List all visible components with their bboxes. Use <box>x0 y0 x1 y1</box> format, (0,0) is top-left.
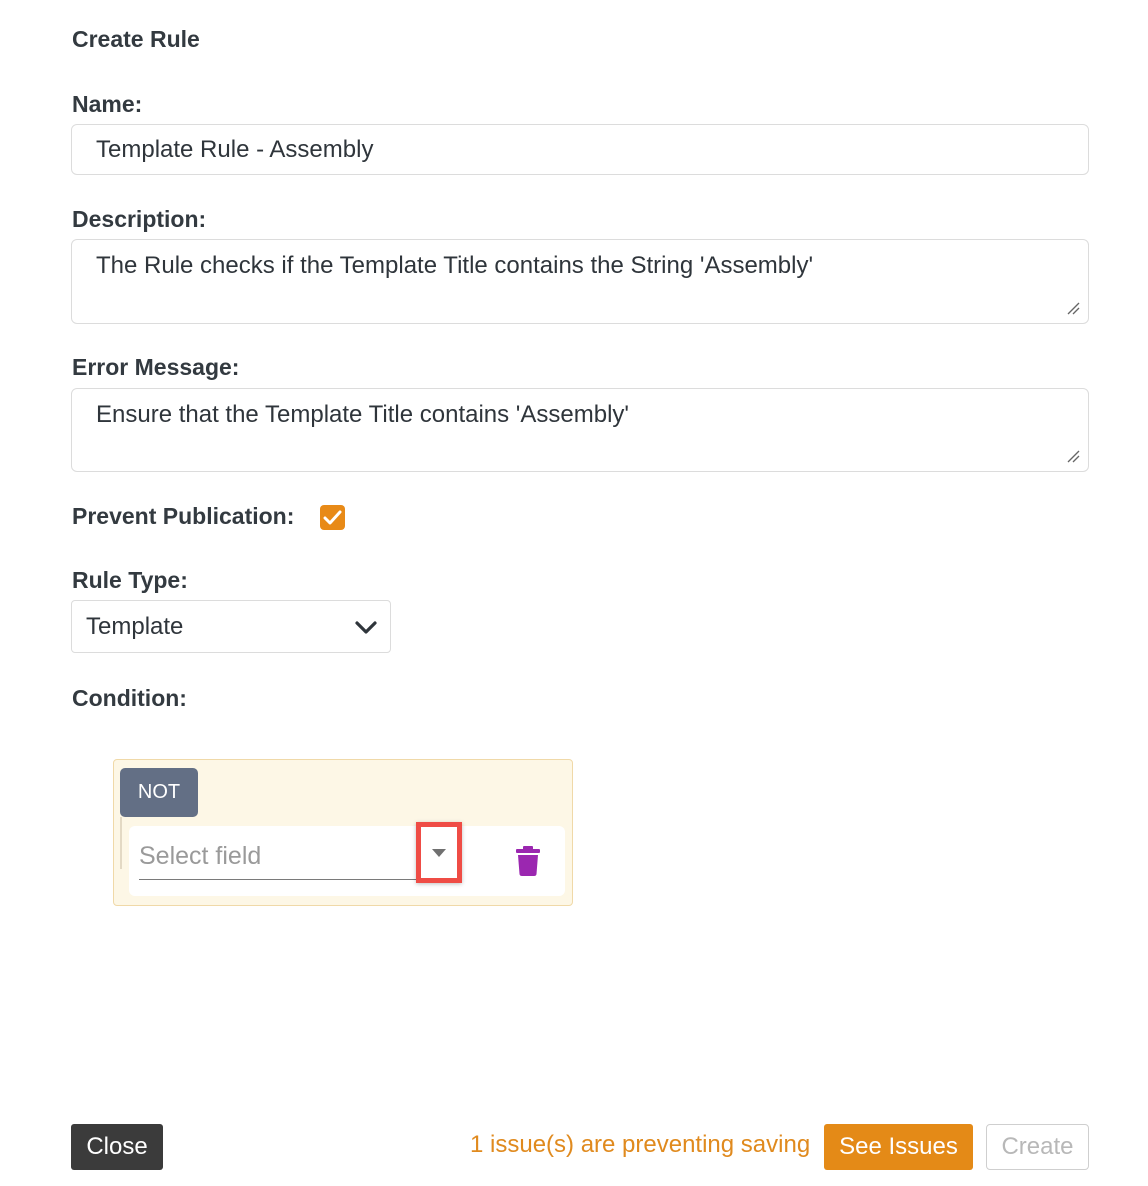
select-field-underline <box>139 879 461 880</box>
tree-connector <box>120 817 122 869</box>
error-message-textarea[interactable] <box>71 388 1089 472</box>
description-textarea[interactable] <box>71 239 1089 324</box>
not-toggle-button[interactable]: NOT <box>120 768 198 817</box>
prevent-publication-checkbox[interactable] <box>320 505 345 530</box>
error-message-text: Ensure that the Template Title contains 'Assembly' <box>96 401 629 428</box>
error-message-label: Error Message: <box>72 354 240 380</box>
see-issues-button[interactable]: See Issues <box>824 1124 973 1170</box>
select-field-input[interactable]: Select field <box>139 842 262 870</box>
issues-status-text: 1 issue(s) are preventing saving <box>470 1131 811 1158</box>
name-label: Name: <box>72 91 143 117</box>
description-label: Description: <box>72 206 207 232</box>
checkmark-icon <box>323 510 342 526</box>
create-button[interactable]: Create <box>986 1124 1089 1170</box>
trash-icon[interactable] <box>515 845 541 877</box>
rule-type-label: Rule Type: <box>72 567 188 593</box>
condition-label: Condition: <box>72 685 187 711</box>
name-input[interactable]: Template Rule - Assembly <box>71 124 1089 175</box>
rule-type-value: Template <box>86 613 184 640</box>
caret-down-icon <box>431 848 447 858</box>
description-text: The Rule checks if the Template Title contains the String 'Assembly' <box>96 252 814 279</box>
prevent-publication-label: Prevent Publication: <box>72 503 295 529</box>
page-title: Create Rule <box>72 26 200 52</box>
resize-handle-icon[interactable] <box>1066 449 1080 463</box>
rule-type-select[interactable] <box>71 600 391 653</box>
chevron-down-icon <box>354 618 378 636</box>
resize-handle-icon[interactable] <box>1066 301 1080 315</box>
field-dropdown-button[interactable] <box>416 822 462 883</box>
close-button[interactable]: Close <box>71 1124 163 1170</box>
